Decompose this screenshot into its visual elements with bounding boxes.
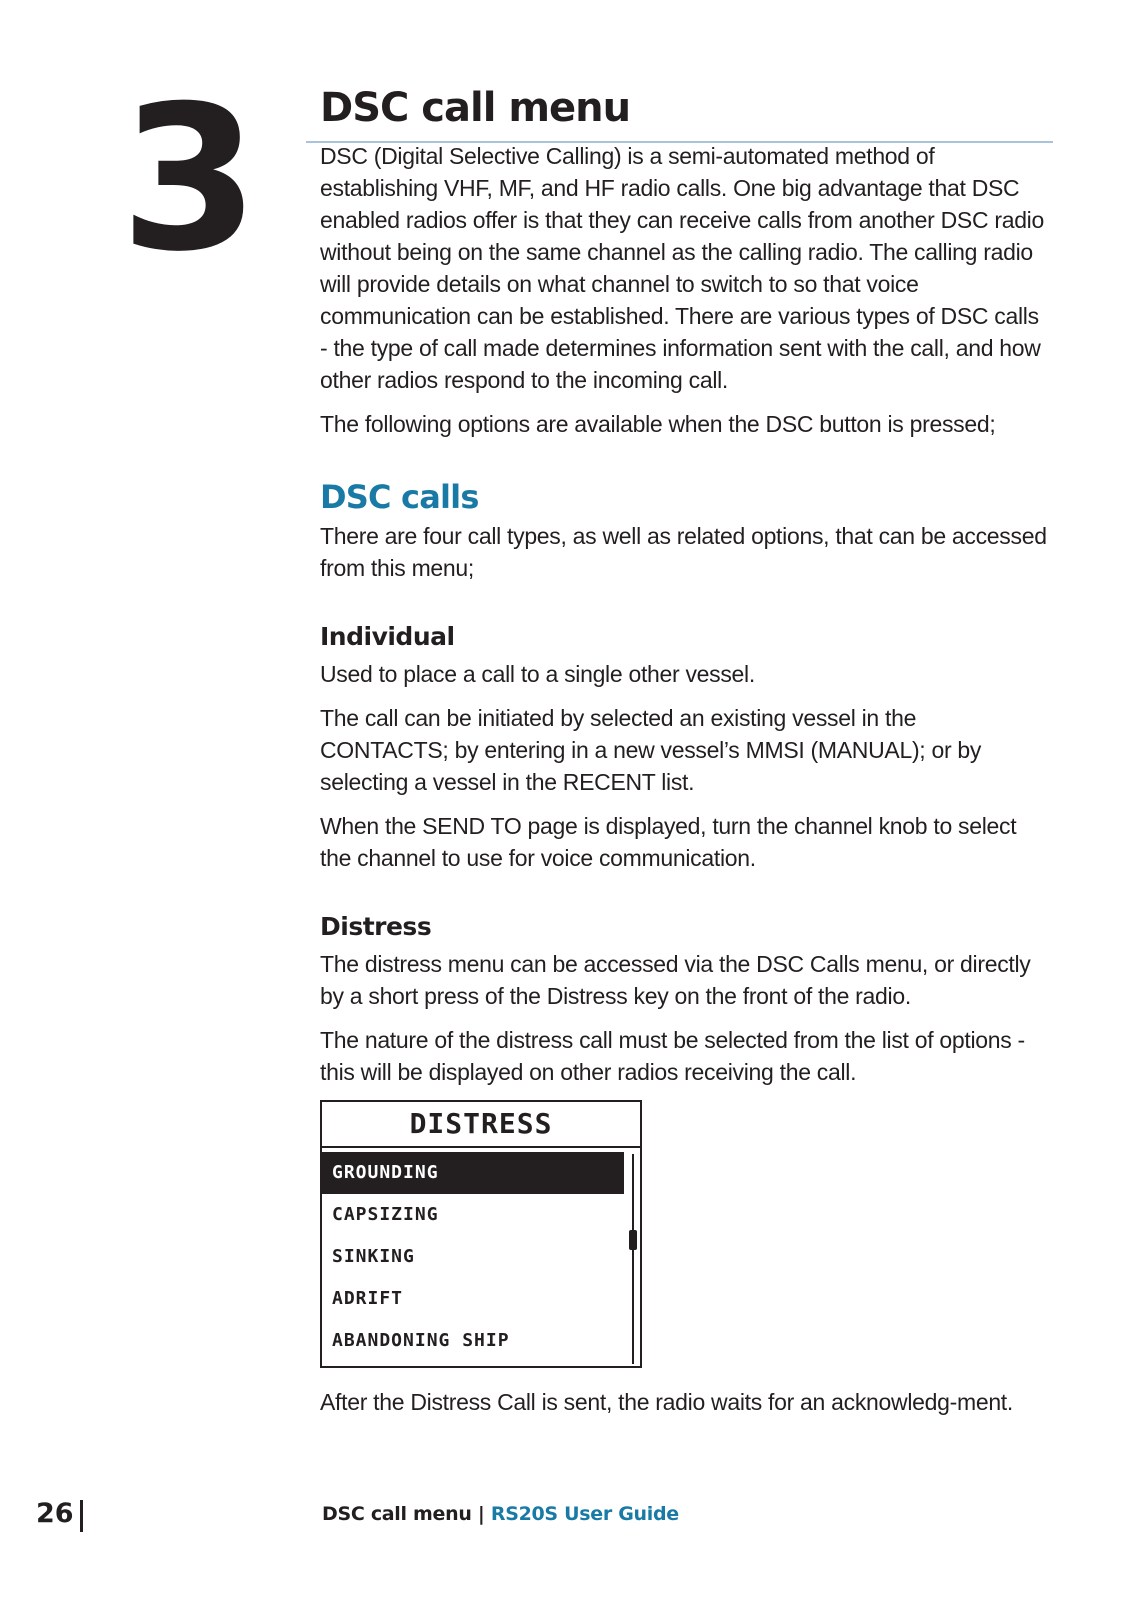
distress-menu-list: [322, 1148, 640, 1366]
chapter-title: DSC call menu: [320, 85, 631, 131]
scrollbar-track: [632, 1154, 634, 1364]
distress-menu-item: CAPSIZING: [332, 1204, 439, 1225]
distress-menu-item: ADRIFT: [332, 1288, 404, 1309]
footer-guide-title: RS20S User Guide: [490, 1503, 679, 1525]
distress-paragraph-1: The distress menu can be accessed via the DSC Calls menu, or directly by a short press of the Distress key on the front of the radio.: [320, 951, 1031, 1009]
intro-options-paragraph: The following options are available when the DSC button is pressed;: [320, 411, 996, 437]
distress-menu-screen: [320, 1100, 642, 1368]
page-content: [320, 82, 1050, 1430]
subheading-distress: Distress: [320, 912, 432, 941]
page-number: 26: [36, 1498, 74, 1529]
distress-menu-title: DISTRESS: [322, 1102, 640, 1148]
footer-section: DSC call menu: [322, 1503, 472, 1525]
footer: [322, 1500, 679, 1528]
distress-menu-item: SINKING: [332, 1246, 415, 1267]
page-number-bar: [80, 1500, 83, 1532]
individual-paragraph-1: Used to place a call to a single other vessel.: [320, 661, 755, 687]
distress-menu-scrollbar: [629, 1154, 637, 1364]
distress-paragraph-3: After the Distress Call is sent, the radio waits for an acknowledg-ment.: [320, 1389, 1013, 1415]
dsc-calls-paragraph: There are four call types, as well as related options, that can be accessed from this menu;: [320, 523, 1047, 581]
distress-menu-item: GROUNDING: [322, 1152, 624, 1194]
chapter-number: 3: [120, 63, 256, 296]
distress-menu-item: ABANDONING SHIP: [332, 1330, 510, 1351]
individual-paragraph-3: When the SEND TO page is displayed, turn the channel knob to select the channel to use for voice communication.: [320, 813, 1017, 871]
intro-paragraph: DSC (Digital Selective Calling) is a semi-automated method of establishing VHF, MF, and HF radio calls. One big advantage that DSC enabled radios offer is that they can receive calls from another DSC radio without being on the same channel as the calling radio. The calling radio will provide details on what channel to switch to so that voice communication can be established. There are various types of DSC calls - the type of call made determines information sent with the call, and how other radios respond to the incoming call.: [320, 143, 1044, 393]
distress-paragraph-2: The nature of the distress call must be selected from the list of options - this will be displayed on other radios receiving the call.: [320, 1027, 1025, 1085]
individual-paragraph-2: The call can be initiated by selected an existing vessel in the CONTACTS; by entering in a new vessel’s MMSI (MANUAL); or by selecting a vessel in the RECENT list.: [320, 705, 982, 795]
scrollbar-thumb: [629, 1230, 637, 1250]
footer-separator: |: [477, 1503, 485, 1525]
subheading-individual: Individual: [320, 622, 455, 651]
section-heading-dsc-calls: DSC calls: [320, 478, 479, 516]
